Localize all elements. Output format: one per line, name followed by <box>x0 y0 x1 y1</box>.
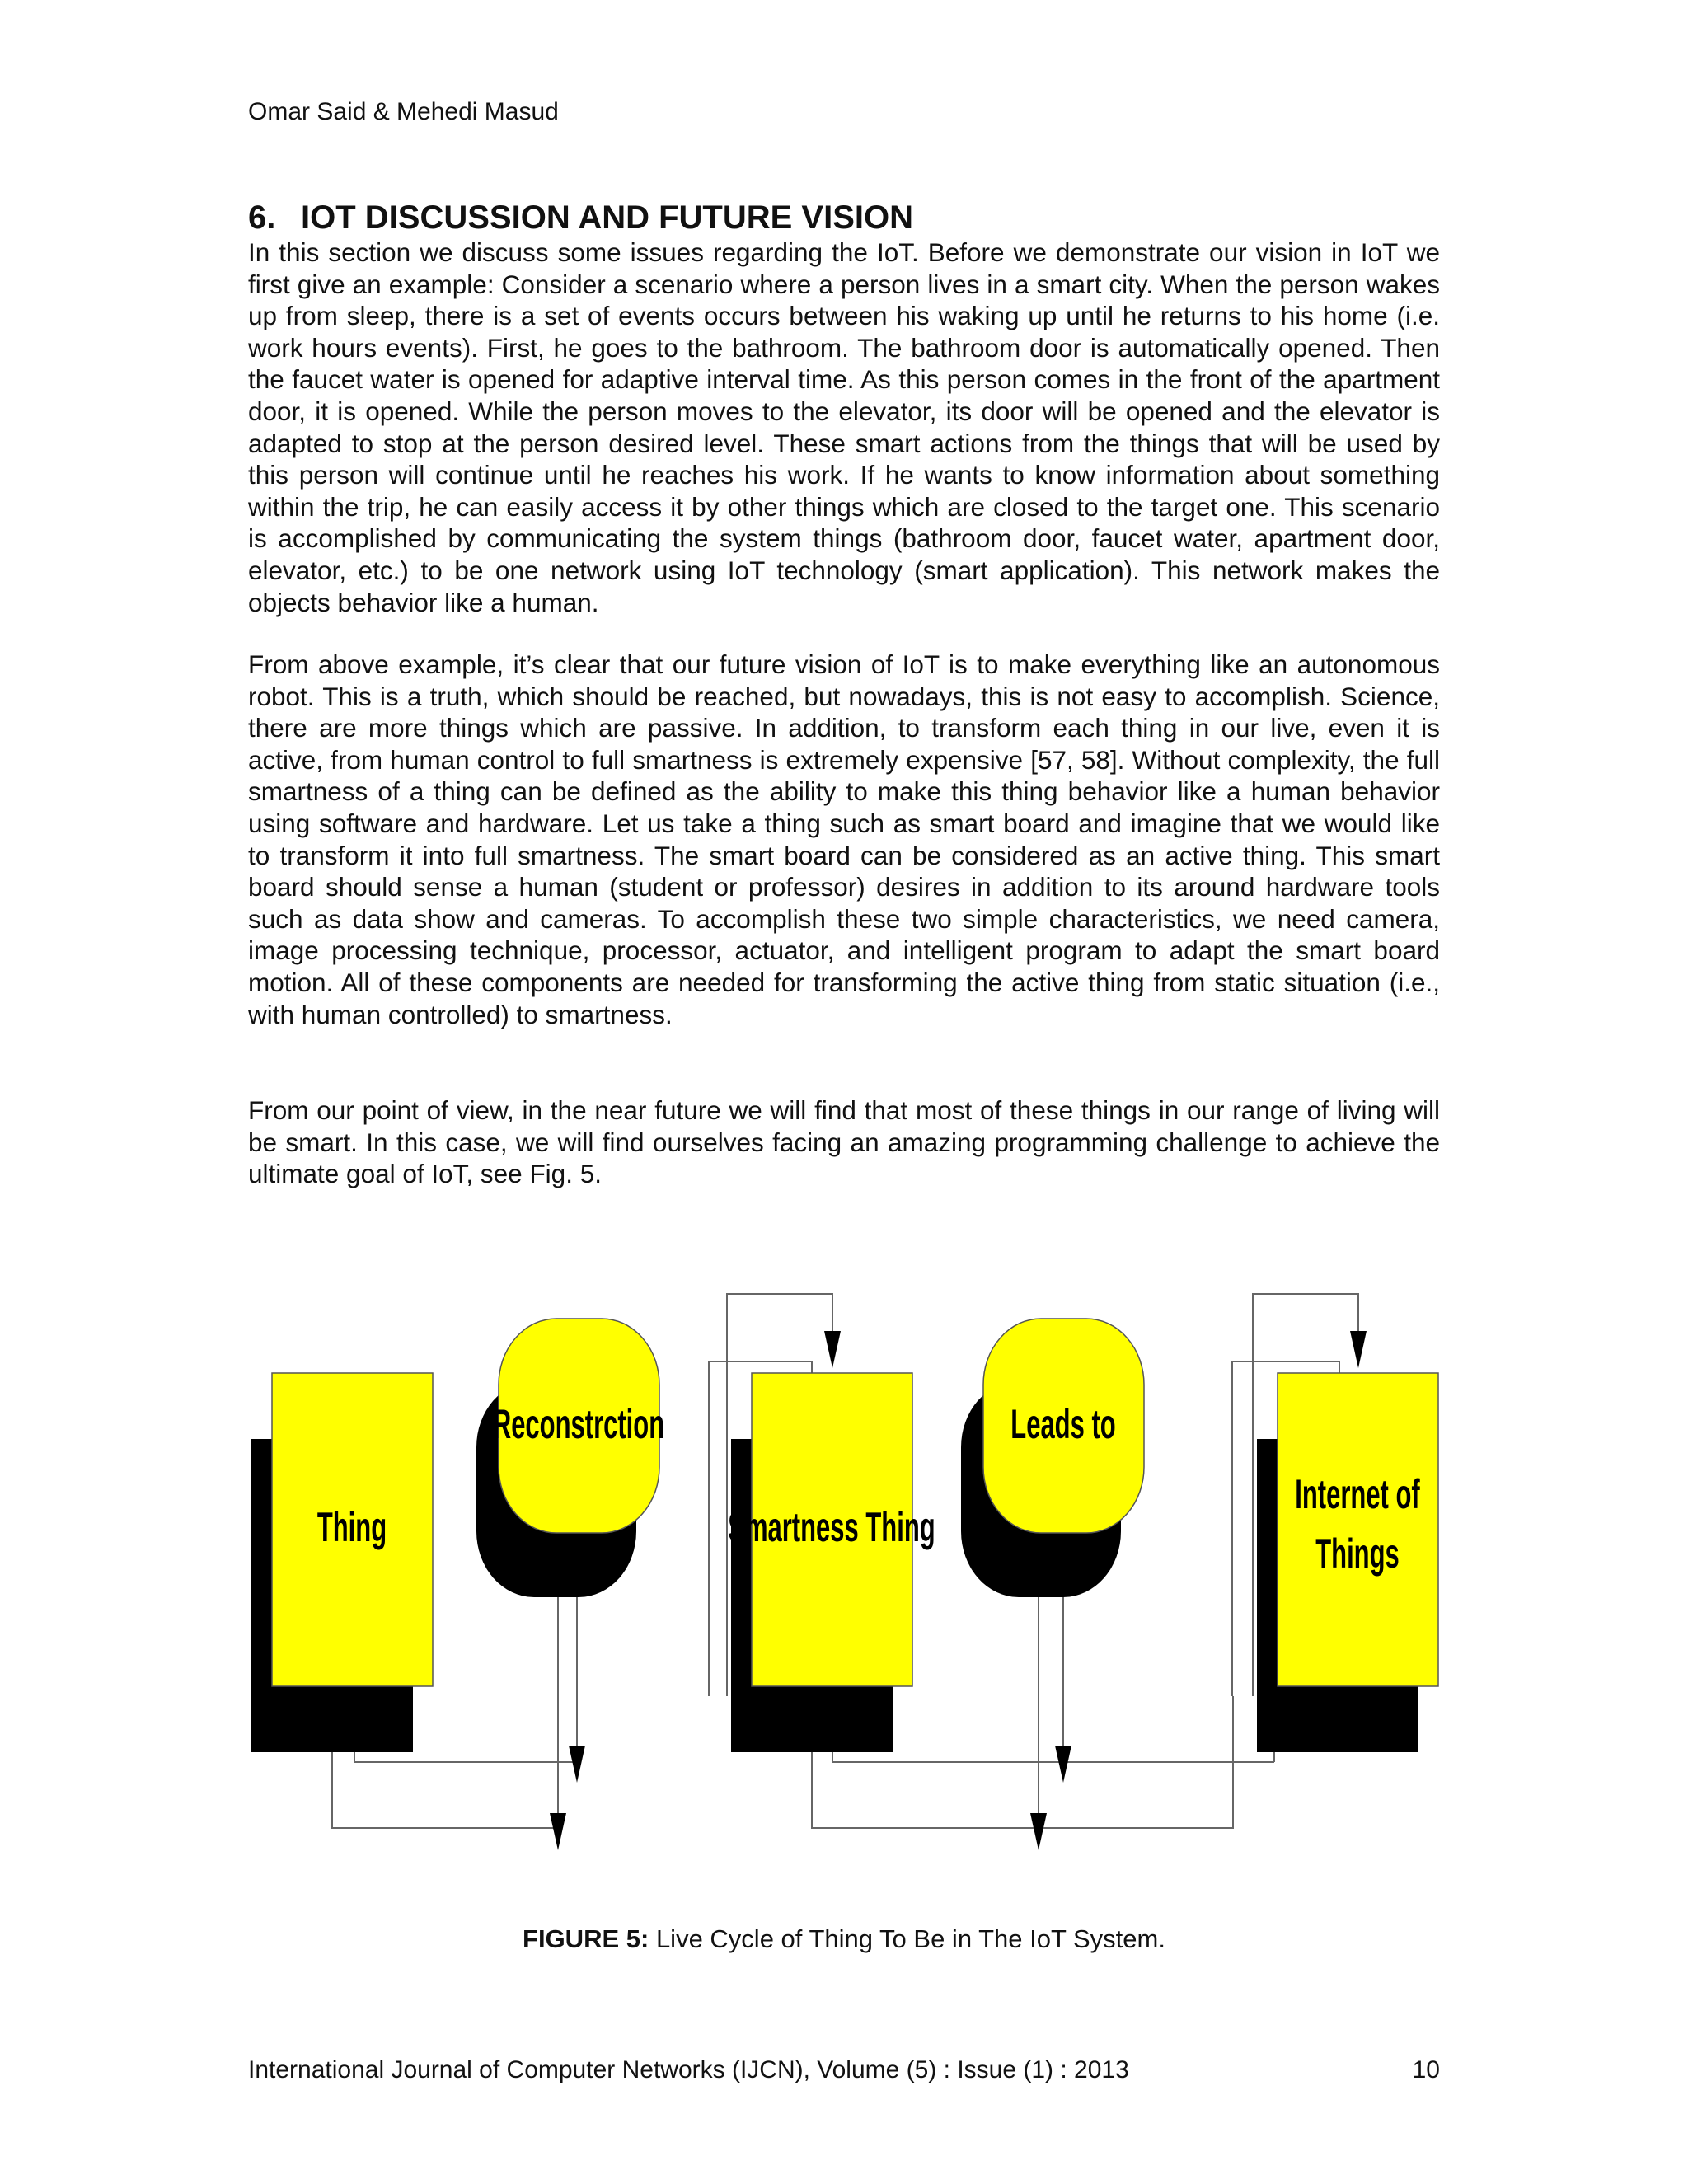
node-reconstruction <box>476 1319 664 1597</box>
footer-journal: International Journal of Computer Networks (IJCN), Volume (5) : Issue (1) : 2013 <box>248 2056 1129 2083</box>
node-iot-label-line2: Things <box>1315 1530 1400 1577</box>
node-leads-to-label: Leads to <box>1010 1400 1116 1447</box>
figure-caption-text: Live Cycle of Thing To Be in The IoT System. <box>655 1924 1165 1953</box>
section-number: 6. <box>248 199 276 236</box>
figure-5-diagram <box>0 1269 1688 1879</box>
footer-page-number: 10 <box>1412 2056 1440 2083</box>
figure-caption <box>0 1924 1688 1955</box>
paragraph-3: From our point of view, in the near future we will find that most of these things in our range of living will be smart. In this case, we will find ourselves facing an amazing programming challenge to achieve the ultimate goal of IoT, see Fig. 5. <box>248 1095 1440 1189</box>
node-smartness-thing <box>728 1373 935 1752</box>
node-thing <box>251 1373 433 1752</box>
node-thing-label: Thing <box>316 1503 387 1550</box>
node-leads-to <box>961 1319 1144 1597</box>
paragraph-1: In this section we discuss some issues regarding the IoT. Before we demonstrate our vision in IoT we first give an example: Consider a scenario where a person lives in a smart city. When the person wakes up from sleep, there is a set of events occurs between his waking up until he returns to his home (i.e. work hours events). First, he goes to the bathroom. The bathroom door is automatically opened. Then the faucet water is opened for adaptive interval time. As this person comes in the front of the apartment door, it is opened. While the person moves to the elevator, its door will be opened and the elevator is adapted to stop at the person desired level. These smart actions from the things that will be used by this person will continue until he reaches his work. If he wants to know information about something within the trip, he can easily access it by other things which are closed to the target one. This scenario is accomplished by communicating the system things (bathroom door, faucet water, apartment door, elevator, etc.) to be one network using IoT technology (smart application). This network makes the objects behavior like a human. <box>248 237 1440 617</box>
running-head: Omar Said & Mehedi Masud <box>248 98 559 125</box>
node-smartness-thing-label: Smartness Thing <box>728 1503 935 1550</box>
page-footer <box>248 2055 1440 2085</box>
arrowheads <box>550 1331 1367 1850</box>
figure-caption-label: FIGURE 5: <box>523 1924 649 1953</box>
section-title: IOT DISCUSSION AND FUTURE VISION <box>301 199 914 236</box>
node-reconstruction-label: Reconstrction <box>492 1400 665 1447</box>
node-internet-of-things <box>1257 1373 1438 1752</box>
node-iot-label-line1: Internet of <box>1295 1470 1420 1517</box>
paragraph-2: From above example, it’s clear that our future vision of IoT is to make everything like an autonomous robot. This is a truth, which should be reached, but nowadays, this is not easy to accomplish. Science, there are more things which are passive. In addition, to transform each thing in our live, even it is active, from human control to full smartness is extremely expensive [57, 58]. Without complexity, the full smartness of a thing can be defined as the ability to make this thing behavior like a human behavior using software and hardware. Let us take a thing such as smart board and imagine that we would like to transform it into full smartness. The smart board can be considered as an active thing. This smart board should sense a human (student or professor) desires in addition to its around hardware tools such as data show and cameras. To accomplish these two simple characteristics, we need camera, image processing technique, processor, actuator, and intelligent program to adapt the smart board motion. All of these components are needed for transforming the active thing from static situation (i.e., with human controlled) to smartness. <box>248 649 1440 1029</box>
section-heading <box>248 199 913 236</box>
